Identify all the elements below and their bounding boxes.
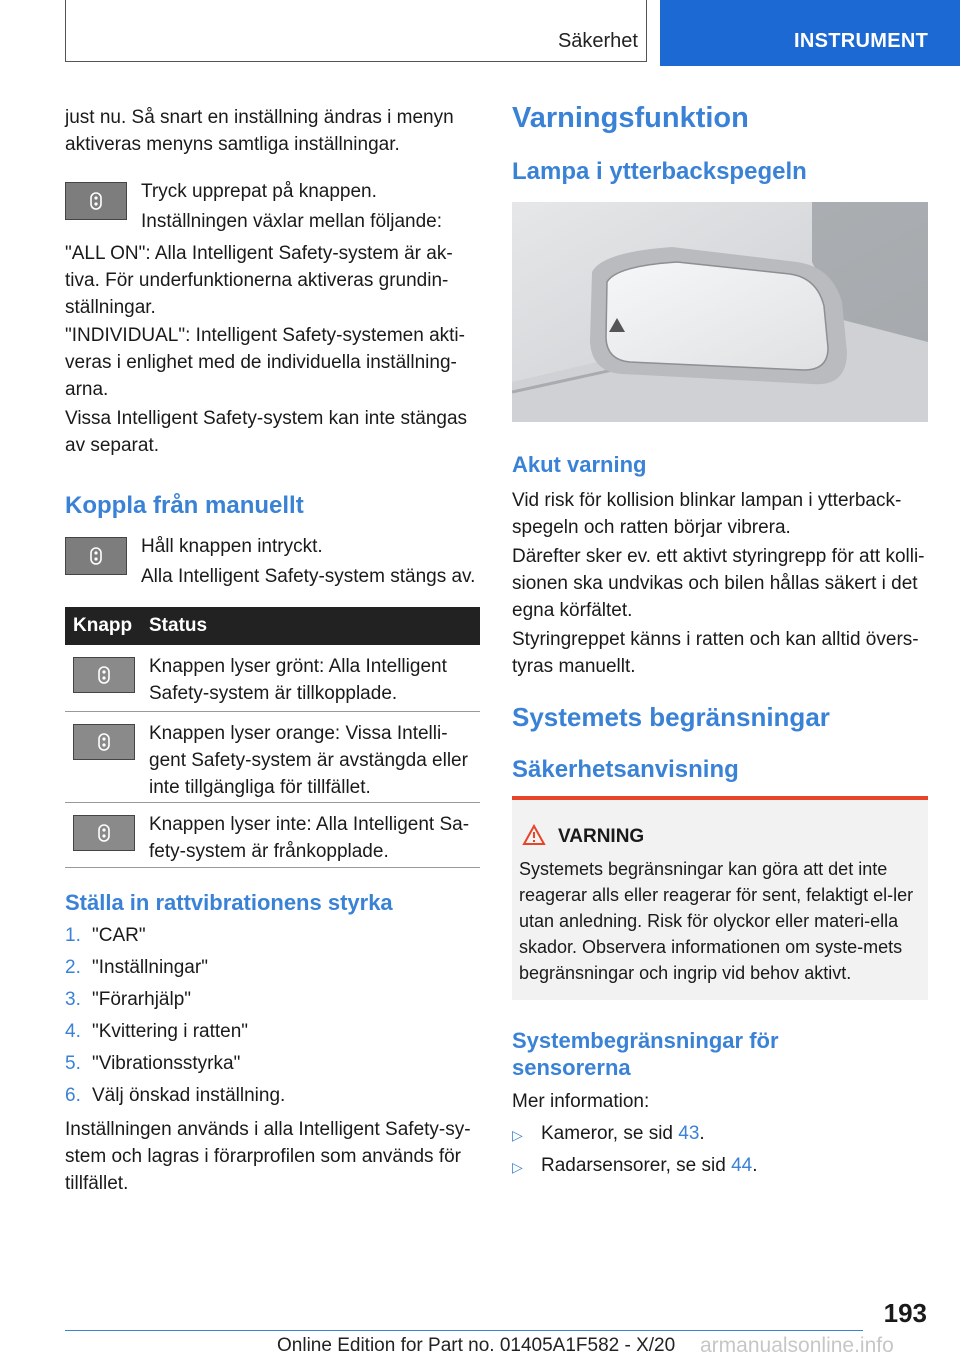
warning-text: Systemets begränsningar kan göra att det inte reagerar alls eller reagerar för sent, felaktigt el-ler utan anledning. Risk för olyckor eller materi-ella skador. Observera informationen om syste-mets begränsningar och ingrip vid behov aktivt. <box>519 859 914 983</box>
mirror-lamp-heading: Lampa i ytterbackspegeln <box>512 158 807 185</box>
urgent-p1: Vid risk för kollision blinkar lampan i ytterback-spegeln och ratten börjar vibrera. <box>512 490 902 538</box>
table-row-status: Knappen lyser orange: Vissa Intelli-gent Safety-system är avstängda eller inte tillgängliga för tillfället. <box>149 723 468 798</box>
header-tab-label: INSTRUMENT <box>794 30 929 52</box>
safety-note-heading: Säkerhetsanvisning <box>512 756 739 783</box>
mirror-photo <box>512 202 928 422</box>
table-row <box>65 712 480 803</box>
footer-edition: Online Edition for Part no. 01405A1F582 - X/20 <box>277 1335 676 1356</box>
vibration-heading: Ställa in rattvibrationens styrka <box>65 890 393 915</box>
safety-button-image <box>65 537 127 575</box>
toggle-text: Inställningen växlar mellan följande: <box>141 211 443 232</box>
header-tab-instrument[interactable] <box>660 0 960 66</box>
button-green-image <box>73 657 135 693</box>
intro-text: just nu. Så snart en inställning ändras i menyn aktiveras menyns samtliga inställningar. <box>65 107 454 155</box>
table-row-status: Knappen lyser grönt: Alla Intelligent Safety-system är tillkopplade. <box>149 656 447 704</box>
triangle-bullet-icon: ▷ <box>512 1127 523 1143</box>
footer-watermark: armanualsonline.info <box>700 1334 894 1357</box>
warning-function-heading: Varningsfunktion <box>512 102 749 134</box>
safety-assist-icon <box>94 665 114 685</box>
more-info-text: Mer information: <box>512 1091 650 1112</box>
warning-label: VARNING <box>558 826 645 847</box>
button-off-image <box>73 815 135 851</box>
safety-button-image <box>65 182 127 220</box>
steps-list: 1. "CAR" 2. "Inställningar" 3. "Förarhjälp" 4. "Kvittering i ratten" 5. "Vibrationsstyrka" 6. Välj önskad inställning. <box>65 925 286 1106</box>
safety-assist-icon <box>86 546 106 566</box>
press-repeat-text: Tryck upprepat på knappen. <box>141 181 377 202</box>
table-row <box>65 803 480 868</box>
safety-assist-icon <box>94 823 114 843</box>
all-off-text: Alla Intelligent Safety-system stängs av. <box>141 566 476 587</box>
individual-text: "INDIVIDUAL": Intelligent Safety-systemen akti-veras i enlighet med de individuella inställning-arna. <box>65 325 465 400</box>
sensor-links-list: ▷ Kameror, se sid 43. ▷ Radarsensorer, se sid 44. <box>512 1120 928 1180</box>
urgent-p3: Styringreppet känns i ratten och kan alltid övers-tyras manuellt. <box>512 629 919 677</box>
all-on-text: "ALL ON": Alla Intelligent Safety-system är ak-tiva. För underfunktionerna aktiveras grundin-ställningar. <box>65 243 453 318</box>
warning-box <box>512 796 928 1000</box>
urgent-heading: Akut varning <box>512 452 647 477</box>
limits-heading: Systemets begränsningar <box>512 702 830 732</box>
table-row <box>65 645 480 712</box>
warning-triangle-icon <box>522 824 546 846</box>
closing-text: Inställningen används i alla Intelligent Safety-sy-stem och lagras i förarprofilen som används för tillfället. <box>65 1119 471 1194</box>
table-row-status: Knappen lyser inte: Alla Intelligent Sa-fety-system är frånkopplade. <box>149 814 470 862</box>
hold-button-text: Håll knappen intryckt. <box>141 536 323 557</box>
header-section-title: Säkerhet <box>557 30 638 52</box>
button-orange-image <box>73 724 135 760</box>
status-table <box>65 607 480 868</box>
page-link-44[interactable]: 44 <box>731 1155 753 1176</box>
page-number: 193 <box>883 1298 927 1328</box>
footer-rule <box>65 1330 863 1331</box>
safety-assist-icon <box>94 732 114 752</box>
table-col-knapp: Knapp <box>73 615 133 636</box>
side-mirror-illustration <box>512 202 928 422</box>
some-systems-text: Vissa Intelligent Safety-system kan inte stängas av separat. <box>65 408 468 456</box>
safety-assist-icon <box>86 191 106 211</box>
sensor-limits-heading: Systembegränsningar för sensorerna <box>512 1028 779 1080</box>
table-col-status: Status <box>149 615 208 636</box>
page-link-43[interactable]: 43 <box>678 1123 700 1144</box>
triangle-bullet-icon: ▷ <box>512 1159 523 1175</box>
table-header <box>65 607 480 645</box>
urgent-p2: Därefter sker ev. ett aktivt styringrepp för att kolli-sionen ska undvikas och bilen hållas säkert i det egna körfältet. <box>512 546 925 621</box>
manual-heading: Koppla från manuellt <box>65 492 304 519</box>
